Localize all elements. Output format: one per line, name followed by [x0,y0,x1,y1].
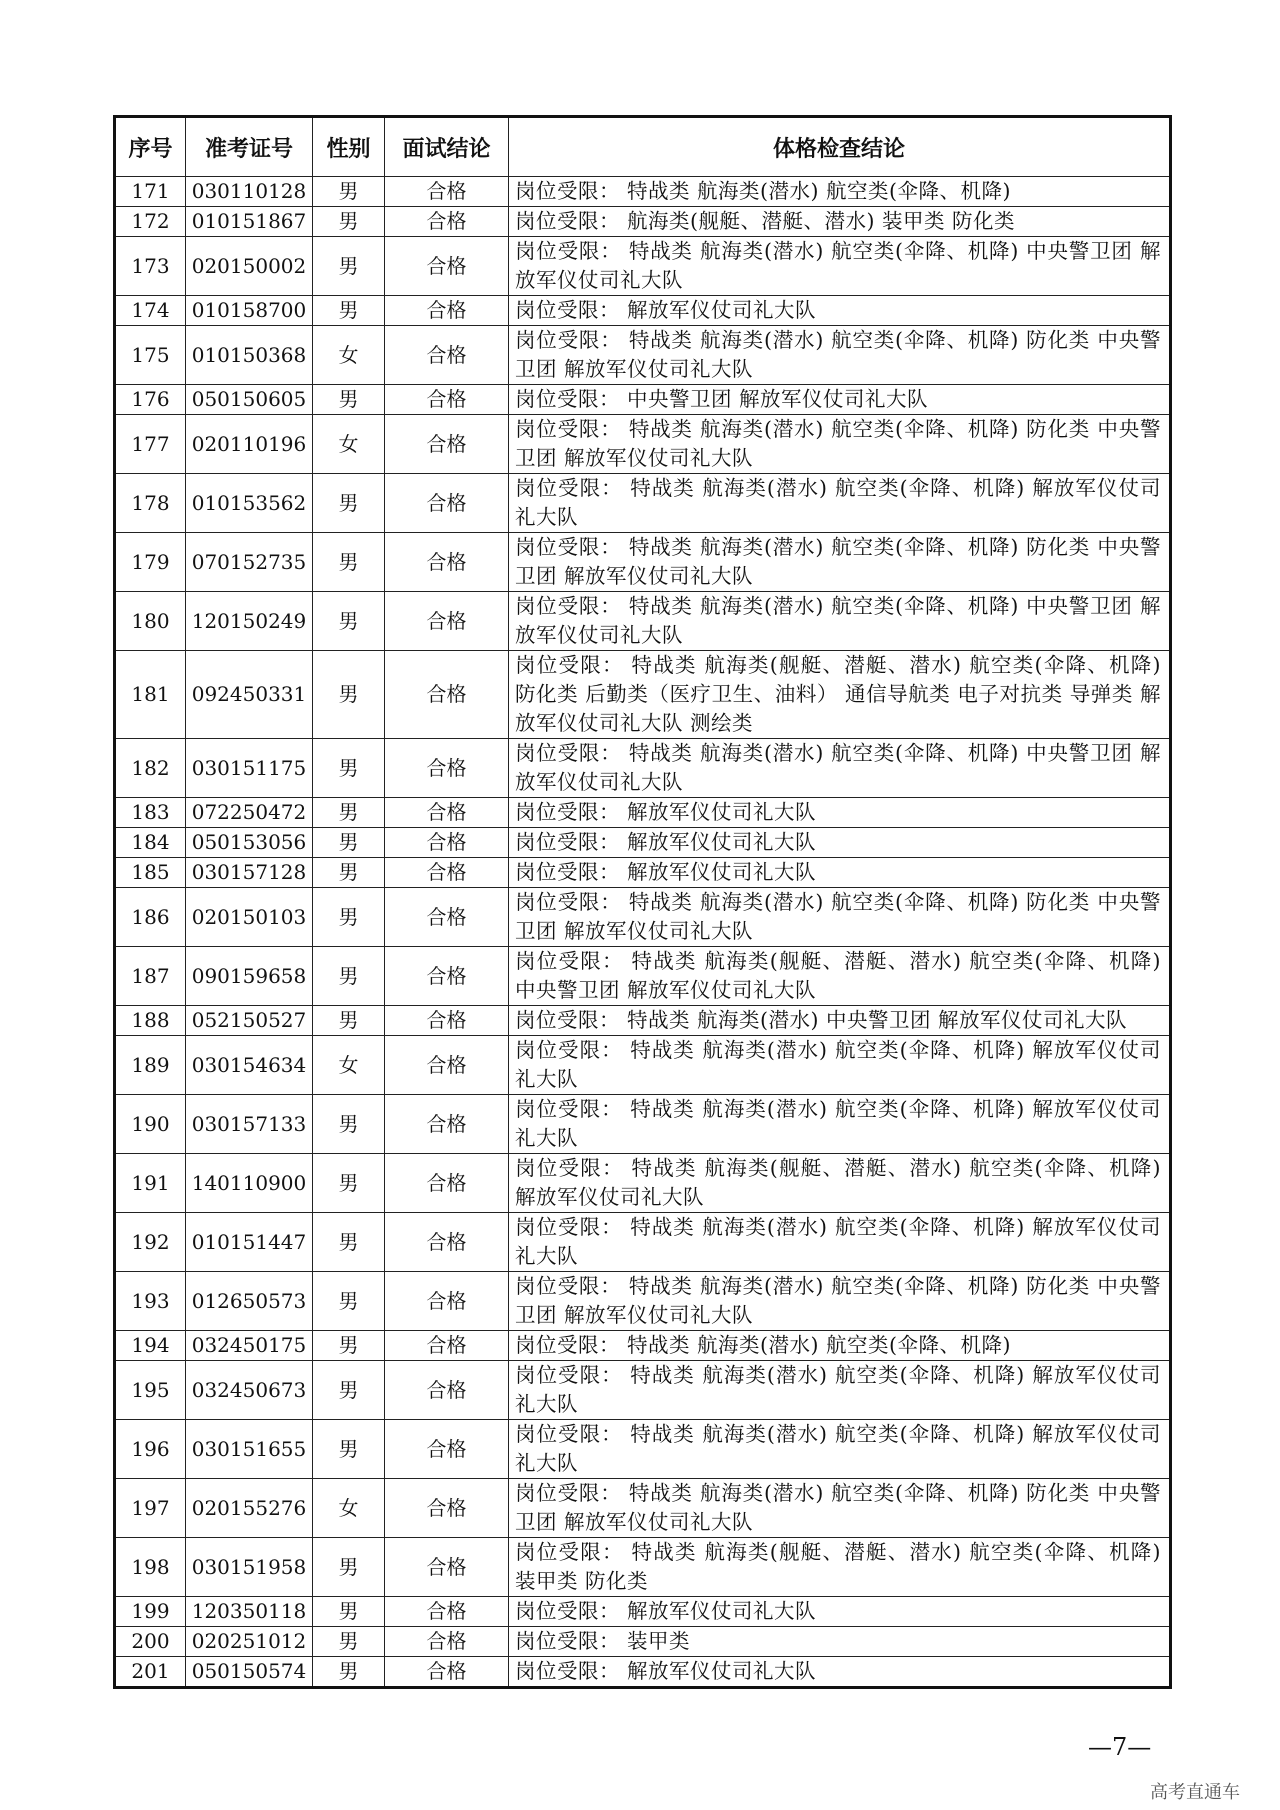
cell-gender: 男 [313,1538,385,1597]
cell-interview-result: 合格 [385,888,509,947]
cell-seq: 190 [115,1095,186,1154]
cell-interview-result: 合格 [385,1627,509,1657]
cell-seq: 182 [115,739,186,798]
cell-gender: 女 [313,326,385,385]
cell-gender: 男 [313,1154,385,1213]
table-row [115,1657,1171,1688]
cell-interview-result: 合格 [385,592,509,651]
cell-interview-result: 合格 [385,1154,509,1213]
cell-ticket-number: 072250472 [186,798,313,828]
cell-physical-exam-result: 岗位受限： 特战类 航海类(舰艇、潜艇、潜水) 航空类(伞降、机降) 装甲类 防化类 [509,1538,1171,1597]
table-body [115,177,1171,1688]
cell-physical-exam-result: 岗位受限： 解放军仪仗司礼大队 [509,798,1171,828]
cell-physical-exam-result: 岗位受限： 特战类 航海类(舰艇、潜艇、潜水) 航空类(伞降、机降) 中央警卫团 解放军仪仗司礼大队 [509,947,1171,1006]
cell-gender: 男 [313,385,385,415]
cell-interview-result: 合格 [385,296,509,326]
cell-interview-result: 合格 [385,1213,509,1272]
table-row [115,296,1171,326]
cell-ticket-number: 050150574 [186,1657,313,1688]
table-row [115,1479,1171,1538]
table-row [115,592,1171,651]
cell-physical-exam-result: 岗位受限： 特战类 航海类(潜水) 航空类(伞降、机降) 防化类 中央警卫团 解放军仪仗司礼大队 [509,326,1171,385]
cell-seq: 201 [115,1657,186,1688]
header-gender: 性别 [313,117,385,177]
cell-gender: 男 [313,1361,385,1420]
cell-ticket-number: 012650573 [186,1272,313,1331]
cell-physical-exam-result: 岗位受限： 特战类 航海类(潜水) 航空类(伞降、机降) 防化类 中央警卫团 解放军仪仗司礼大队 [509,533,1171,592]
cell-physical-exam-result: 岗位受限： 特战类 航海类(潜水) 航空类(伞降、机降) 解放军仪仗司礼大队 [509,1213,1171,1272]
cell-physical-exam-result: 岗位受限： 航海类(舰艇、潜艇、潜水) 装甲类 防化类 [509,207,1171,237]
cell-seq: 180 [115,592,186,651]
cell-gender: 男 [313,533,385,592]
cell-seq: 192 [115,1213,186,1272]
cell-seq: 174 [115,296,186,326]
cell-interview-result: 合格 [385,1006,509,1036]
cell-gender: 男 [313,858,385,888]
cell-interview-result: 合格 [385,177,509,207]
table-row [115,177,1171,207]
cell-interview-result: 合格 [385,474,509,533]
cell-interview-result: 合格 [385,1036,509,1095]
cell-ticket-number: 140110900 [186,1154,313,1213]
cell-physical-exam-result: 岗位受限： 特战类 航海类(潜水) 中央警卫团 解放军仪仗司礼大队 [509,1006,1171,1036]
cell-ticket-number: 092450331 [186,651,313,739]
cell-gender: 男 [313,207,385,237]
cell-gender: 男 [313,798,385,828]
table-row [115,1361,1171,1420]
cell-physical-exam-result: 岗位受限： 特战类 航海类(潜水) 航空类(伞降、机降) 中央警卫团 解放军仪仗司礼大队 [509,592,1171,651]
cell-seq: 183 [115,798,186,828]
cell-ticket-number: 010151867 [186,207,313,237]
cell-gender: 男 [313,296,385,326]
cell-gender: 男 [313,1095,385,1154]
cell-gender: 女 [313,415,385,474]
page-number: —7— [1088,1733,1152,1761]
cell-physical-exam-result: 岗位受限： 特战类 航海类(潜水) 航空类(伞降、机降) [509,1331,1171,1361]
cell-gender: 女 [313,1479,385,1538]
cell-seq: 186 [115,888,186,947]
cell-seq: 188 [115,1006,186,1036]
table-row [115,207,1171,237]
cell-interview-result: 合格 [385,207,509,237]
cell-seq: 191 [115,1154,186,1213]
cell-ticket-number: 090159658 [186,947,313,1006]
cell-ticket-number: 052150527 [186,1006,313,1036]
cell-interview-result: 合格 [385,415,509,474]
cell-seq: 175 [115,326,186,385]
cell-gender: 男 [313,1657,385,1688]
cell-interview-result: 合格 [385,1361,509,1420]
cell-interview-result: 合格 [385,533,509,592]
cell-seq: 184 [115,828,186,858]
header-physical-exam-result: 体格检查结论 [509,117,1171,177]
cell-physical-exam-result: 岗位受限： 解放军仪仗司礼大队 [509,828,1171,858]
cell-seq: 194 [115,1331,186,1361]
cell-ticket-number: 032450673 [186,1361,313,1420]
cell-seq: 187 [115,947,186,1006]
table-row [115,1597,1171,1627]
cell-gender: 男 [313,1331,385,1361]
cell-interview-result: 合格 [385,1657,509,1688]
cell-seq: 200 [115,1627,186,1657]
cell-physical-exam-result: 岗位受限： 特战类 航海类(潜水) 航空类(伞降、机降) 解放军仪仗司礼大队 [509,1036,1171,1095]
cell-interview-result: 合格 [385,1095,509,1154]
exam-results-table [113,115,1172,1689]
table-row [115,1213,1171,1272]
cell-physical-exam-result: 岗位受限： 解放军仪仗司礼大队 [509,1597,1171,1627]
cell-interview-result: 合格 [385,739,509,798]
cell-ticket-number: 050150605 [186,385,313,415]
cell-physical-exam-result: 岗位受限： 中央警卫团 解放军仪仗司礼大队 [509,385,1171,415]
table-row [115,947,1171,1006]
table-row [115,237,1171,296]
cell-ticket-number: 070152735 [186,533,313,592]
cell-seq: 171 [115,177,186,207]
cell-ticket-number: 050153056 [186,828,313,858]
cell-gender: 男 [313,1213,385,1272]
cell-interview-result: 合格 [385,1597,509,1627]
cell-ticket-number: 010158700 [186,296,313,326]
header-seq: 序号 [115,117,186,177]
table-row [115,828,1171,858]
cell-gender: 男 [313,1272,385,1331]
table-row [115,474,1171,533]
table-row [115,1006,1171,1036]
cell-gender: 男 [313,947,385,1006]
cell-ticket-number: 010150368 [186,326,313,385]
cell-interview-result: 合格 [385,798,509,828]
cell-interview-result: 合格 [385,1420,509,1479]
header-ticket-number: 准考证号 [186,117,313,177]
cell-physical-exam-result: 岗位受限： 特战类 航海类(潜水) 航空类(伞降、机降) 防化类 中央警卫团 解放军仪仗司礼大队 [509,1479,1171,1538]
cell-ticket-number: 032450175 [186,1331,313,1361]
cell-physical-exam-result: 岗位受限： 特战类 航海类(潜水) 航空类(伞降、机降) 防化类 中央警卫团 解放军仪仗司礼大队 [509,415,1171,474]
cell-seq: 179 [115,533,186,592]
cell-interview-result: 合格 [385,828,509,858]
cell-ticket-number: 020155276 [186,1479,313,1538]
cell-physical-exam-result: 岗位受限： 特战类 航海类(潜水) 航空类(伞降、机降) 解放军仪仗司礼大队 [509,1361,1171,1420]
cell-interview-result: 合格 [385,237,509,296]
cell-physical-exam-result: 岗位受限： 特战类 航海类(潜水) 航空类(伞降、机降) 防化类 中央警卫团 解放军仪仗司礼大队 [509,1272,1171,1331]
cell-gender: 男 [313,474,385,533]
cell-ticket-number: 120150249 [186,592,313,651]
table-row [115,533,1171,592]
cell-ticket-number: 120350118 [186,1597,313,1627]
cell-physical-exam-result: 岗位受限： 特战类 航海类(舰艇、潜艇、潜水) 航空类(伞降、机降) 防化类 后勤类（医疗卫生、油料） 通信导航类 电子对抗类 导弹类 解放军仪仗司礼大队 测绘类 [509,651,1171,739]
cell-interview-result: 合格 [385,1331,509,1361]
cell-gender: 女 [313,1036,385,1095]
cell-physical-exam-result: 岗位受限： 解放军仪仗司礼大队 [509,1657,1171,1688]
table-row [115,858,1171,888]
table-row [115,326,1171,385]
header-interview-result: 面试结论 [385,117,509,177]
table-row [115,1331,1171,1361]
table-row [115,739,1171,798]
cell-seq: 177 [115,415,186,474]
cell-ticket-number: 010153562 [186,474,313,533]
cell-gender: 男 [313,1597,385,1627]
table-row [115,798,1171,828]
table-row [115,888,1171,947]
cell-seq: 181 [115,651,186,739]
cell-gender: 男 [313,739,385,798]
cell-gender: 男 [313,828,385,858]
cell-seq: 199 [115,1597,186,1627]
cell-physical-exam-result: 岗位受限： 特战类 航海类(潜水) 航空类(伞降、机降) 防化类 中央警卫团 解放军仪仗司礼大队 [509,888,1171,947]
table-row [115,1095,1171,1154]
cell-gender: 男 [313,177,385,207]
table-header-row [115,117,1171,177]
cell-gender: 男 [313,237,385,296]
cell-seq: 172 [115,207,186,237]
cell-interview-result: 合格 [385,858,509,888]
cell-seq: 197 [115,1479,186,1538]
cell-seq: 189 [115,1036,186,1095]
cell-physical-exam-result: 岗位受限： 特战类 航海类(潜水) 航空类(伞降、机降) 中央警卫团 解放军仪仗司礼大队 [509,237,1171,296]
table-row [115,1036,1171,1095]
cell-gender: 男 [313,1006,385,1036]
cell-gender: 男 [313,651,385,739]
cell-physical-exam-result: 岗位受限： 特战类 航海类(潜水) 航空类(伞降、机降) [509,177,1171,207]
cell-physical-exam-result: 岗位受限： 解放军仪仗司礼大队 [509,296,1171,326]
cell-seq: 176 [115,385,186,415]
cell-physical-exam-result: 岗位受限： 特战类 航海类(潜水) 航空类(伞降、机降) 中央警卫团 解放军仪仗司礼大队 [509,739,1171,798]
cell-ticket-number: 030151958 [186,1538,313,1597]
table-row [115,385,1171,415]
cell-interview-result: 合格 [385,1479,509,1538]
cell-ticket-number: 020110196 [186,415,313,474]
watermark-text: 高考直通车 [1150,1782,1240,1803]
table-row [115,1272,1171,1331]
cell-physical-exam-result: 岗位受限： 特战类 航海类(舰艇、潜艇、潜水) 航空类(伞降、机降) 解放军仪仗司礼大队 [509,1154,1171,1213]
table-row [115,1420,1171,1479]
cell-gender: 男 [313,888,385,947]
cell-seq: 178 [115,474,186,533]
cell-interview-result: 合格 [385,947,509,1006]
cell-ticket-number: 030157133 [186,1095,313,1154]
cell-ticket-number: 030151655 [186,1420,313,1479]
cell-gender: 男 [313,1420,385,1479]
cell-ticket-number: 010151447 [186,1213,313,1272]
cell-ticket-number: 030151175 [186,739,313,798]
cell-seq: 185 [115,858,186,888]
cell-ticket-number: 030154634 [186,1036,313,1095]
cell-interview-result: 合格 [385,1272,509,1331]
cell-physical-exam-result: 岗位受限： 特战类 航海类(潜水) 航空类(伞降、机降) 解放军仪仗司礼大队 [509,474,1171,533]
cell-seq: 198 [115,1538,186,1597]
cell-seq: 193 [115,1272,186,1331]
cell-gender: 男 [313,1627,385,1657]
cell-interview-result: 合格 [385,326,509,385]
table-row [115,1627,1171,1657]
cell-seq: 195 [115,1361,186,1420]
cell-gender: 男 [313,592,385,651]
cell-seq: 173 [115,237,186,296]
cell-ticket-number: 030157128 [186,858,313,888]
table-row [115,651,1171,739]
cell-physical-exam-result: 岗位受限： 解放军仪仗司礼大队 [509,858,1171,888]
cell-interview-result: 合格 [385,1538,509,1597]
table-row [115,415,1171,474]
cell-physical-exam-result: 岗位受限： 装甲类 [509,1627,1171,1657]
cell-ticket-number: 020150103 [186,888,313,947]
table-row [115,1154,1171,1213]
cell-ticket-number: 020150002 [186,237,313,296]
cell-ticket-number: 020251012 [186,1627,313,1657]
cell-physical-exam-result: 岗位受限： 特战类 航海类(潜水) 航空类(伞降、机降) 解放军仪仗司礼大队 [509,1420,1171,1479]
table-row [115,1538,1171,1597]
cell-physical-exam-result: 岗位受限： 特战类 航海类(潜水) 航空类(伞降、机降) 解放军仪仗司礼大队 [509,1095,1171,1154]
cell-interview-result: 合格 [385,651,509,739]
cell-interview-result: 合格 [385,385,509,415]
cell-seq: 196 [115,1420,186,1479]
cell-ticket-number: 030110128 [186,177,313,207]
